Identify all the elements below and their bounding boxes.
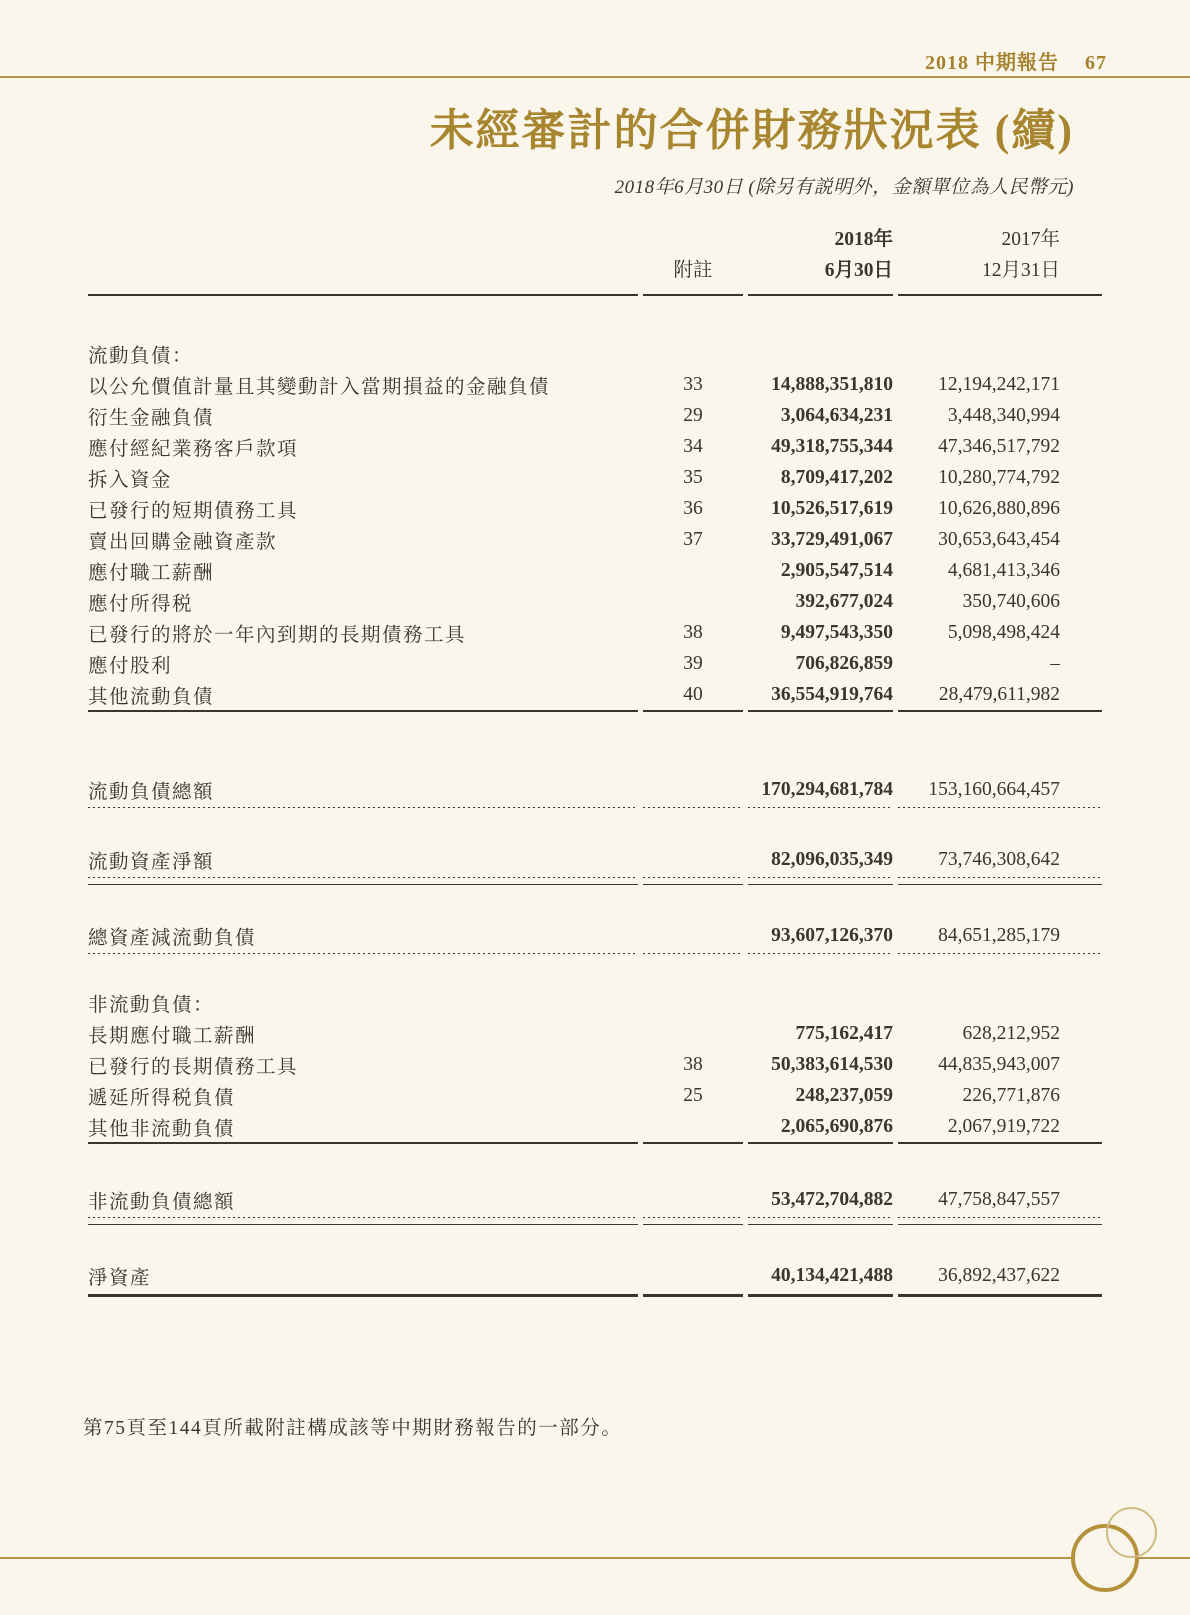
row-label: 淨資產 [88, 1258, 638, 1297]
table-row [88, 679, 1102, 712]
row-value-2018: 2,065,690,876 [748, 1111, 893, 1144]
row-value-2018: 36,554,919,764 [748, 679, 893, 712]
spacer-cell [898, 296, 1102, 339]
row-label: 應付職工薪酬 [88, 562, 215, 584]
total-row [88, 918, 1102, 954]
financial-table [83, 224, 1107, 1297]
col-2017-header [898, 224, 1102, 296]
row-label: 已發行的長期債務工具 [88, 1056, 299, 1078]
row-value-2018 [748, 339, 893, 369]
spacer-cell [643, 808, 743, 842]
row-note [643, 988, 743, 1018]
note-column-header [643, 224, 743, 296]
row-value-2017: 226,771,876 [962, 1084, 1060, 1106]
row-value-2017: 2,067,919,722 [898, 1111, 1102, 1144]
spacer-cell [898, 1225, 1102, 1258]
total-row [88, 1182, 1102, 1218]
row-note: 29 [683, 404, 703, 426]
row-label: 遞延所得税負債 [88, 1087, 236, 1109]
row-label: 非流動負債： [88, 995, 215, 1017]
table-row [88, 648, 1102, 679]
row-value-2018: 248,237,059 [795, 1084, 893, 1106]
spacer-cell [748, 1225, 893, 1258]
spacer-cell [898, 1144, 1102, 1182]
row-value-2018: 392,677,024 [795, 590, 893, 612]
row-value-2017: 30,653,643,454 [938, 528, 1060, 550]
spacer-row [88, 1225, 1102, 1258]
table-row [88, 555, 1102, 586]
row-value-2018: 10,526,517,619 [771, 497, 893, 519]
spacer-cell [898, 712, 1102, 772]
label-column-header [88, 224, 638, 296]
table-row [88, 1049, 1102, 1080]
total-row [88, 772, 1102, 808]
row-label: 應付股利 [88, 655, 173, 677]
table-row [88, 493, 1102, 524]
row-note [643, 772, 743, 808]
col-2018-date: 6月30日 [824, 260, 893, 282]
rule-cell [643, 878, 743, 885]
row-value-2018: 14,888,351,810 [771, 373, 893, 395]
row-value-2018: 50,383,614,530 [771, 1053, 893, 1075]
spacer-cell [748, 885, 893, 918]
rule-cell [88, 878, 638, 885]
row-value-2018: 9,497,543,350 [780, 621, 893, 643]
row-note [643, 1258, 743, 1297]
rule-row [88, 1218, 1102, 1225]
row-value-2017: 3,448,340,994 [947, 404, 1060, 426]
row-value-2018: 3,064,634,231 [780, 404, 893, 426]
row-value-2017: 12,194,242,171 [938, 373, 1060, 395]
row-label: 其他非流動負債 [88, 1111, 638, 1144]
total-row [88, 842, 1102, 878]
row-label: 應付所得税 [88, 593, 194, 615]
row-label: 已發行的短期債務工具 [88, 500, 299, 522]
rule-cell [898, 878, 1102, 885]
row-note [643, 339, 743, 369]
note-column-label: 附註 [673, 260, 713, 282]
spacer-cell [88, 1225, 638, 1258]
spacer-cell [643, 712, 743, 772]
rule-cell [643, 1218, 743, 1225]
spacer-cell [748, 808, 893, 842]
spacer-cell [643, 296, 743, 339]
table-row [88, 1080, 1102, 1111]
rule-row [88, 878, 1102, 885]
row-note [643, 1111, 743, 1144]
table-row [88, 586, 1102, 617]
row-value-2017: 5,098,498,424 [947, 621, 1060, 643]
spacer-row [88, 296, 1102, 339]
document-title: 未經審計的合併財務狀況表 (續) [429, 106, 1074, 155]
row-value-2017: 84,651,285,179 [898, 918, 1102, 954]
total-row [88, 1258, 1102, 1297]
row-label: 非流動負債總額 [88, 1182, 638, 1218]
financial-table-body [88, 296, 1102, 1297]
table-header-row [88, 224, 1102, 296]
row-value-2017: 44,835,943,007 [938, 1053, 1060, 1075]
top-gold-rule [0, 76, 1190, 78]
table-row [88, 462, 1102, 493]
row-note: 40 [643, 679, 743, 712]
row-label: 拆入資金 [88, 469, 173, 491]
row-value-2017: 47,758,847,557 [898, 1182, 1102, 1218]
header-bar [925, 46, 1107, 75]
row-note: 37 [683, 528, 703, 550]
spacer-cell [748, 1144, 893, 1182]
row-label: 總資產減流動負債 [88, 918, 638, 954]
row-value-2017: 73,746,308,642 [898, 842, 1102, 878]
row-value-2018: 93,607,126,370 [748, 918, 893, 954]
row-note: 25 [683, 1084, 703, 1106]
spacer-cell [748, 954, 893, 988]
spacer-row [88, 808, 1102, 842]
row-value-2018: 53,472,704,882 [748, 1182, 893, 1218]
spacer-cell [898, 808, 1102, 842]
row-label: 以公允價值計量且其變動計入當期損益的金融負債 [88, 376, 551, 398]
row-note [643, 586, 743, 617]
row-note: 39 [683, 652, 703, 674]
row-value-2017: 10,280,774,792 [938, 466, 1060, 488]
row-label: 流動負債總額 [88, 772, 638, 808]
row-label: 應付經紀業務客戶款項 [88, 438, 299, 460]
row-label: 長期應付職工薪酬 [88, 1025, 257, 1047]
spacer-cell [643, 1144, 743, 1182]
col-2018-header [748, 224, 893, 296]
spacer-cell [88, 885, 638, 918]
row-value-2018: 2,905,547,514 [780, 559, 893, 581]
row-value-2018 [748, 988, 893, 1018]
document-subtitle: 2018年6月30日 (除另有説明外，金額單位為人民幣元) [614, 177, 1074, 198]
section-header-row [88, 988, 1102, 1018]
row-label: 其他流動負債 [88, 679, 638, 712]
col-2017-year: 2017年 [1001, 229, 1060, 250]
row-value-2017: 10,626,880,896 [938, 497, 1060, 519]
rule-cell [748, 1218, 893, 1225]
row-note [643, 1018, 743, 1049]
report-title: 2018 中期報告 [925, 52, 1059, 74]
rule-cell [748, 878, 893, 885]
row-value-2018: 775,162,417 [795, 1022, 893, 1044]
page-number: 67 [1085, 52, 1107, 74]
col-2018-year: 2018年 [834, 229, 893, 250]
table-row [88, 1111, 1102, 1144]
table-row [88, 431, 1102, 462]
spacer-row [88, 712, 1102, 772]
spacer-cell [898, 954, 1102, 988]
col-2017-date: 12月31日 [981, 260, 1060, 282]
row-label: 衍生金融負債 [88, 407, 215, 429]
row-note: 34 [683, 435, 703, 457]
row-value-2018: 170,294,681,784 [748, 772, 893, 808]
row-value-2018: 8,709,417,202 [780, 466, 893, 488]
spacer-cell [88, 1144, 638, 1182]
row-value-2018: 82,096,035,349 [748, 842, 893, 878]
row-note: 35 [683, 466, 703, 488]
spacer-row [88, 1144, 1102, 1182]
row-note [643, 918, 743, 954]
spacer-cell [88, 296, 638, 339]
row-value-2017: 28,479,611,982 [898, 679, 1102, 712]
row-note [643, 842, 743, 878]
table-row [88, 524, 1102, 555]
row-value-2018: 33,729,491,067 [771, 528, 893, 550]
row-value-2017 [898, 339, 1102, 369]
row-value-2017: 350,740,606 [962, 590, 1060, 612]
row-value-2017: – [1050, 652, 1060, 674]
table-row [88, 1018, 1102, 1049]
bottom-gold-rule [0, 1557, 1190, 1559]
spacer-cell [88, 954, 638, 988]
row-label: 流動負債： [88, 346, 194, 368]
row-label: 已發行的將於一年內到期的長期債務工具 [88, 624, 467, 646]
spacer-cell [643, 885, 743, 918]
decor-circle-small-icon [1106, 1507, 1157, 1558]
row-value-2017: 628,212,952 [962, 1022, 1060, 1044]
row-note: 38 [683, 1053, 703, 1075]
row-value-2017: 153,160,664,457 [898, 772, 1102, 808]
row-note: 38 [683, 621, 703, 643]
row-label: 流動資產淨額 [88, 842, 638, 878]
row-note [643, 555, 743, 586]
row-value-2017: 36,892,437,622 [898, 1258, 1102, 1297]
statement-of-financial-position-table [83, 224, 1107, 1297]
spacer-cell [643, 954, 743, 988]
table-row [88, 400, 1102, 431]
spacer-cell [88, 808, 638, 842]
spacer-row [88, 885, 1102, 918]
row-value-2017: 47,346,517,792 [938, 435, 1060, 457]
row-note: 33 [683, 373, 703, 395]
section-header-row [88, 339, 1102, 369]
row-value-2018: 49,318,755,344 [771, 435, 893, 457]
row-label: 賣出回購金融資產款 [88, 531, 278, 553]
table-row [88, 369, 1102, 400]
rule-cell [88, 1218, 638, 1225]
spacer-row [88, 954, 1102, 988]
spacer-cell [898, 885, 1102, 918]
spacer-cell [748, 296, 893, 339]
row-note [643, 1182, 743, 1218]
table-row [88, 617, 1102, 648]
row-note: 36 [683, 497, 703, 519]
rule-cell [898, 1218, 1102, 1225]
footer-note: 第75頁至144頁所載附註構成該等中期財務報告的一部分。 [83, 1418, 623, 1439]
row-value-2017 [898, 988, 1102, 1018]
row-value-2017: 4,681,413,346 [947, 559, 1060, 581]
row-value-2018: 40,134,421,488 [748, 1258, 893, 1297]
spacer-cell [88, 712, 638, 772]
row-value-2018: 706,826,859 [795, 652, 893, 674]
spacer-cell [748, 712, 893, 772]
spacer-cell [643, 1225, 743, 1258]
